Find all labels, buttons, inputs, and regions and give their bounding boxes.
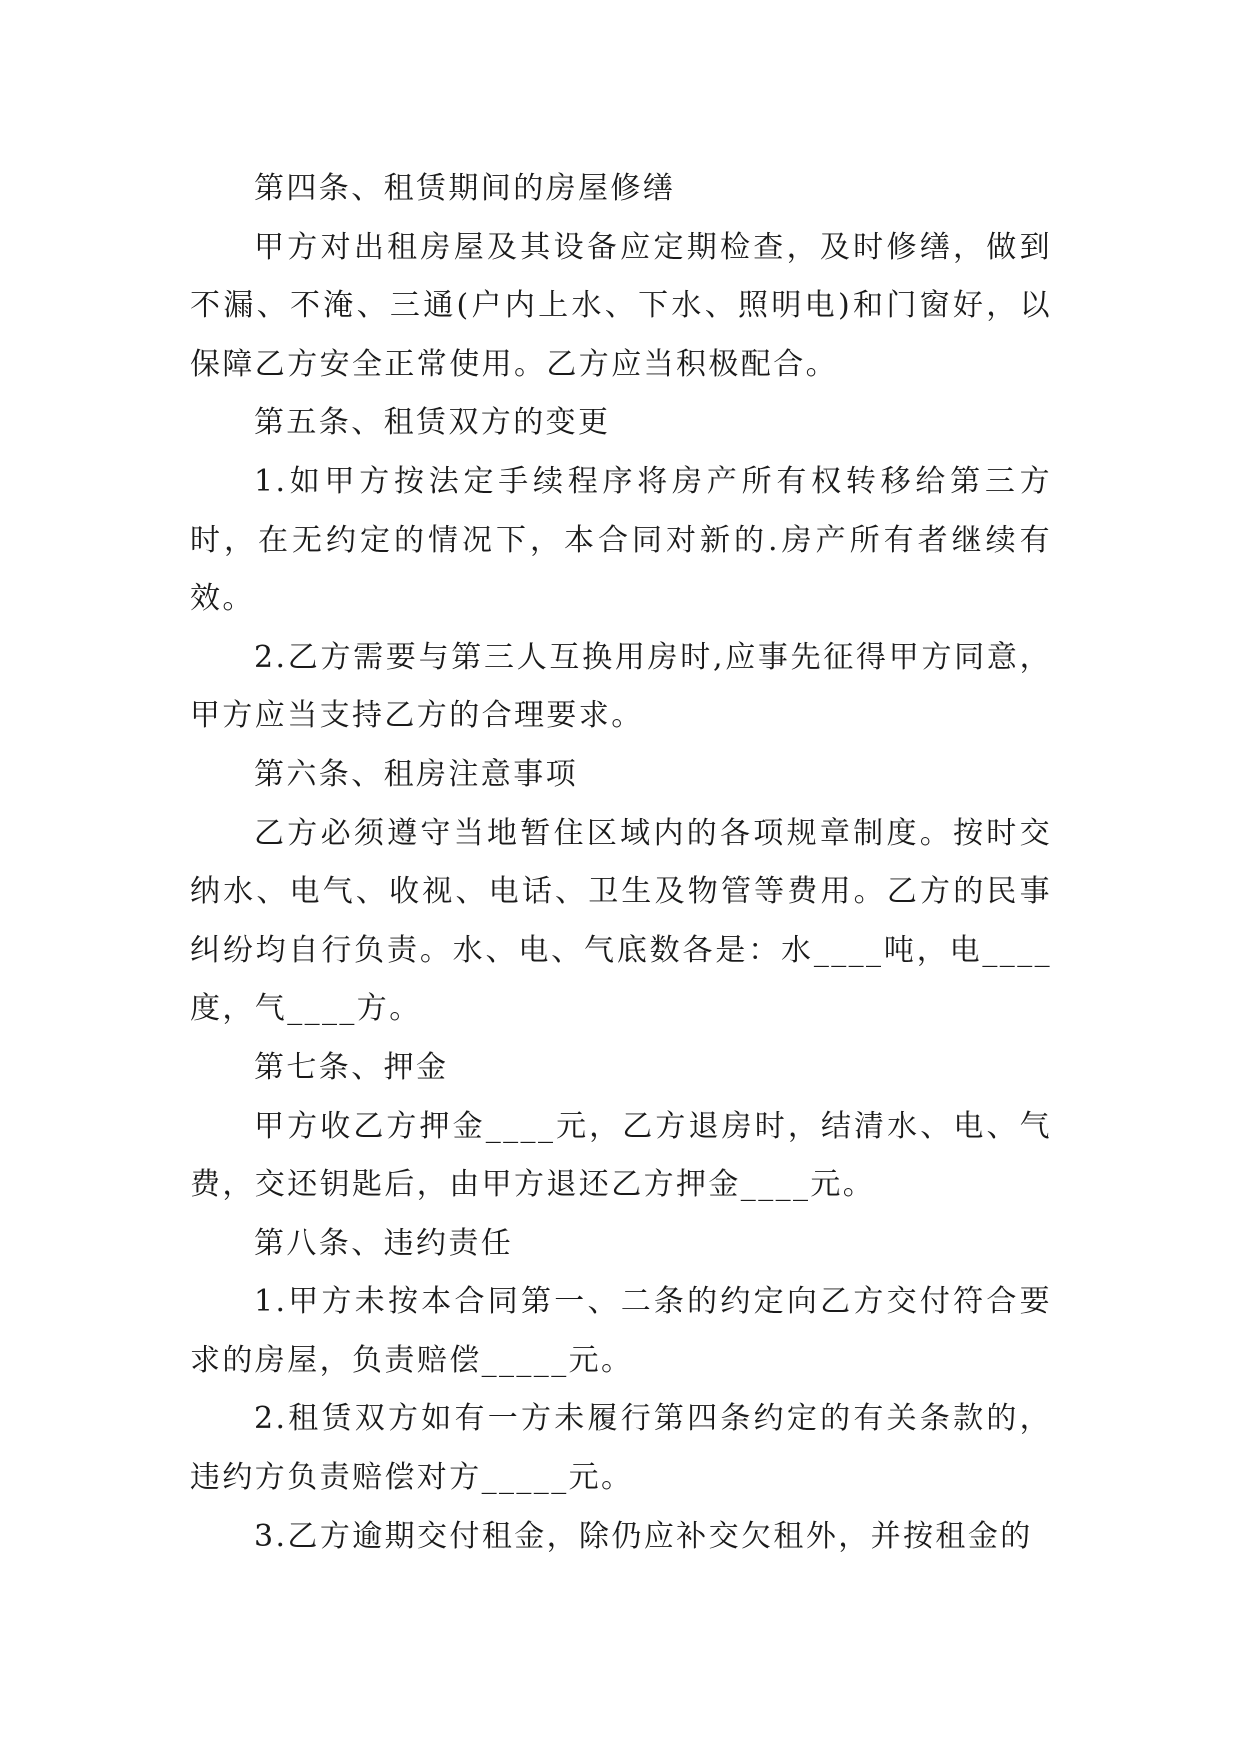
paragraph-breach-2: 2.租赁双方如有一方未履行第四条约定的有关条款的，违约方负责赔偿对方_____元。 [190,1401,1052,1496]
document-body [190,160,1052,1566]
section-heading-4: 第四条、租赁期间的房屋修缮 [254,171,676,206]
paragraph-repairs: 甲方对出租房屋及其设备应定期检查，及时修缮，做到不漏、不淹、三通(户内上水、下水、照明电)和门窗好，以保障乙方安全正常使用。乙方应当积极配合。 [190,229,1052,382]
paragraph-deposit: 甲方收乙方押金____元，乙方退房时，结清水、电、气费，交还钥匙后，由甲方退还乙方押金____元。 [190,1108,1052,1203]
section-heading-7: 第七条、押金 [254,1049,449,1085]
paragraph-breach-3: 3.乙方逾期交付租金，除仍应补交欠租外，并按租金的 [254,1518,1033,1554]
section-heading-8: 第八条、违约责任 [254,1225,514,1261]
paragraph-change-2: 2.乙方需要与第三人互换用房时,应事先征得甲方同意，甲方应当支持乙方的合理要求。 [190,639,1052,734]
section-heading-5: 第五条、租赁双方的变更 [254,405,611,441]
paragraph-notes: 乙方必须遵守当地暂住区域内的各项规章制度。按时交纳水、电气、收视、电话、卫生及物管等费用。乙方的民事纠纷均自行负责。水、电、气底数各是：水____吨，电____度，气____方。 [190,815,1052,1027]
section-heading-6: 第六条、租房注意事项 [254,756,578,792]
paragraph-breach-1: 1.甲方未按本合同第一、二条的约定向乙方交付符合要求的房屋，负责赔偿_____元。 [190,1284,1052,1378]
paragraph-change-1: 1.如甲方按法定手续程序将房产所有权转移给第三方时，在无约定的情况下，本合同对新的.房产所有者继续有效。 [190,463,1052,617]
